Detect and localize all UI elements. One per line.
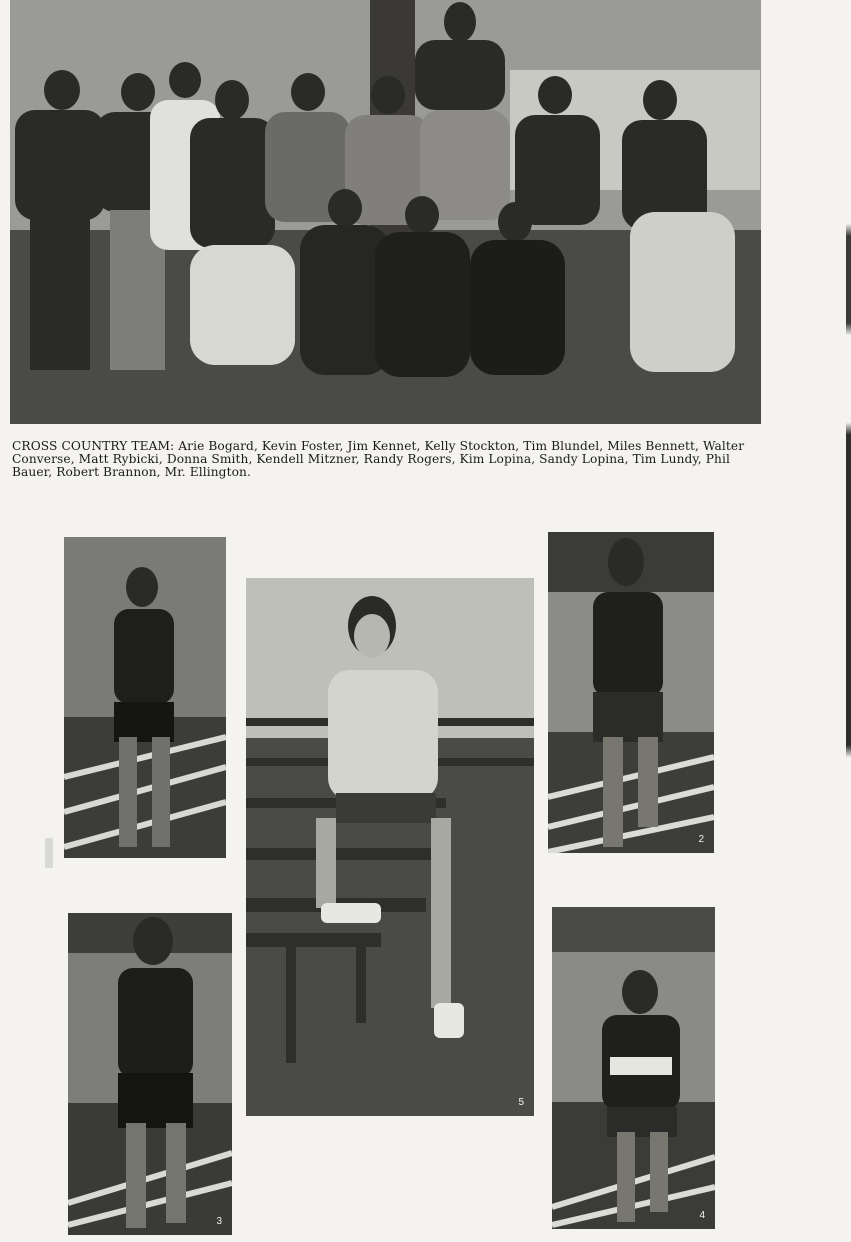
caption-lead: CROSS COUNTRY TEAM: bbox=[12, 439, 175, 453]
center-portrait-illustration bbox=[246, 578, 534, 1116]
team-photo-illustration bbox=[10, 0, 761, 424]
photo-runner-top-right bbox=[548, 532, 714, 853]
photo-runner-bottom-right bbox=[552, 907, 715, 1229]
paper-speck bbox=[45, 838, 53, 868]
photo-runner-bottom-left bbox=[68, 913, 232, 1235]
photo-number: 5 bbox=[518, 1097, 524, 1108]
caption-names: Arie Bogard, Kevin Foster, Jim Kennet, Kelly Stockton, Tim Blundel, Miles Bennett, Walter Converse, Matt Rybicki, Donna Smith, Kendell Mitzner, Randy Rogers, Kim Lopina, Sandy Lopina, Tim Lundy, Phil Bauer, Robert Brannon, Mr. Ellington. bbox=[12, 439, 745, 479]
runner-top-left-illustration bbox=[64, 537, 226, 858]
runner-bottom-right-illustration bbox=[552, 907, 715, 1229]
team-caption bbox=[12, 440, 772, 479]
runner-bottom-left-illustration bbox=[68, 913, 232, 1235]
team-photo bbox=[10, 0, 761, 424]
photo-number: 2 bbox=[698, 834, 704, 845]
page-edge bbox=[846, 0, 851, 1242]
photo-runner-top-left bbox=[64, 537, 226, 858]
runner-top-right-illustration bbox=[548, 532, 714, 853]
photo-number: 3 bbox=[216, 1216, 222, 1227]
photo-center-portrait bbox=[246, 578, 534, 1116]
photo-number: 4 bbox=[699, 1210, 705, 1221]
